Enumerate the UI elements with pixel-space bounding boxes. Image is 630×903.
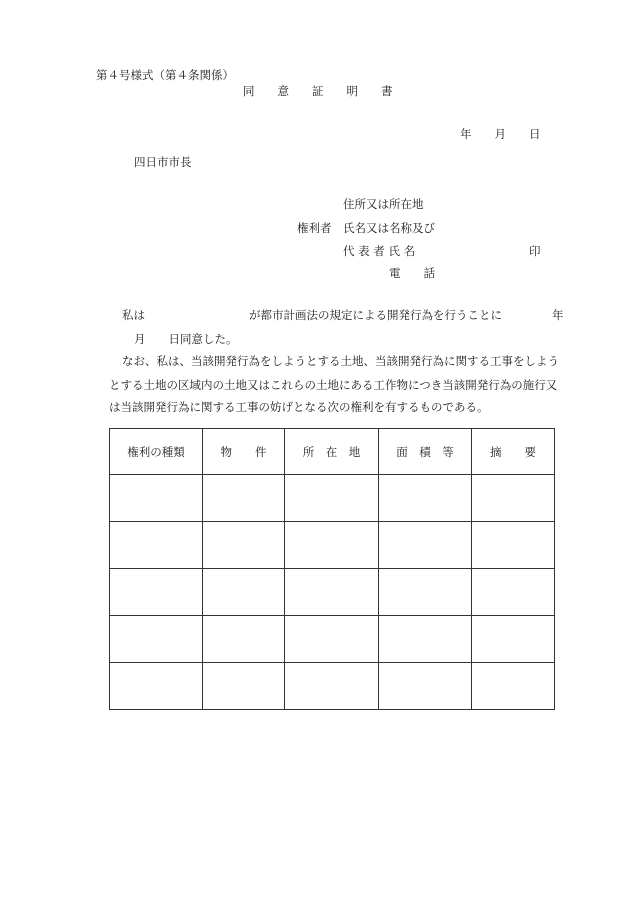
cell-area[interactable] xyxy=(379,616,472,663)
consent-year: 年 xyxy=(552,308,564,322)
header-location: 所 在 地 xyxy=(285,429,379,475)
header-area: 面 積 等 xyxy=(379,429,472,475)
cell-location[interactable] xyxy=(285,475,379,522)
rights-holder-label: 権利者 xyxy=(297,221,332,235)
cell-property[interactable] xyxy=(203,522,285,569)
cell-remarks[interactable] xyxy=(472,522,555,569)
document-title: 同 意 証 明 書 xyxy=(243,84,393,98)
cell-property[interactable] xyxy=(203,663,285,710)
cell-location[interactable] xyxy=(285,522,379,569)
rights-statement-line-3: は当該開発行為に関する工事の妨げとなる次の権利を有するものである。 xyxy=(109,400,489,414)
table-row xyxy=(110,616,555,663)
cell-area[interactable] xyxy=(379,663,472,710)
cell-location[interactable] xyxy=(285,569,379,616)
phone-label: 電 話 xyxy=(389,266,435,280)
cell-area[interactable] xyxy=(379,475,472,522)
addressee: 四日市市長 xyxy=(134,155,192,169)
cell-remarks[interactable] xyxy=(472,616,555,663)
consent-line-mid: が都市計画法の規定による開発行為を行うことに xyxy=(249,308,502,322)
representative-label: 代 表 者 氏 名 xyxy=(343,244,416,258)
table-header-row xyxy=(110,429,555,475)
cell-remarks[interactable] xyxy=(472,663,555,710)
consent-line-start: 私は xyxy=(122,308,145,322)
header-right-type: 権利の種類 xyxy=(110,429,203,475)
cell-right-type[interactable] xyxy=(110,663,203,710)
form-number: 第４号様式（第４条関係） xyxy=(96,68,234,82)
table-row xyxy=(110,522,555,569)
rights-table xyxy=(109,428,555,710)
cell-right-type[interactable] xyxy=(110,569,203,616)
table-row xyxy=(110,475,555,522)
cell-property[interactable] xyxy=(203,616,285,663)
seal-mark: 印 xyxy=(529,244,541,258)
header-property: 物 件 xyxy=(203,429,285,475)
cell-remarks[interactable] xyxy=(472,475,555,522)
date-line: 年 月 日 xyxy=(460,127,541,141)
cell-property[interactable] xyxy=(203,475,285,522)
cell-location[interactable] xyxy=(285,616,379,663)
address-label: 住所又は所在地 xyxy=(343,197,424,211)
cell-remarks[interactable] xyxy=(472,569,555,616)
cell-location[interactable] xyxy=(285,663,379,710)
cell-area[interactable] xyxy=(379,522,472,569)
consent-date-line: 月 日同意した。 xyxy=(134,332,238,346)
cell-right-type[interactable] xyxy=(110,616,203,663)
rights-statement-line-1: なお、私は、当該開発行為をしようとする土地、当該開発行為に関する工事をしよう xyxy=(122,354,559,368)
cell-right-type[interactable] xyxy=(110,475,203,522)
rights-statement-line-2: とする土地の区域内の土地又はこれらの土地にある工作物につき当該開発行為の施行又 xyxy=(109,378,558,392)
name-label: 氏名又は名称及び xyxy=(343,221,435,235)
table-row xyxy=(110,569,555,616)
table-row xyxy=(110,663,555,710)
cell-area[interactable] xyxy=(379,569,472,616)
header-remarks: 摘 要 xyxy=(472,429,555,475)
cell-right-type[interactable] xyxy=(110,522,203,569)
cell-property[interactable] xyxy=(203,569,285,616)
